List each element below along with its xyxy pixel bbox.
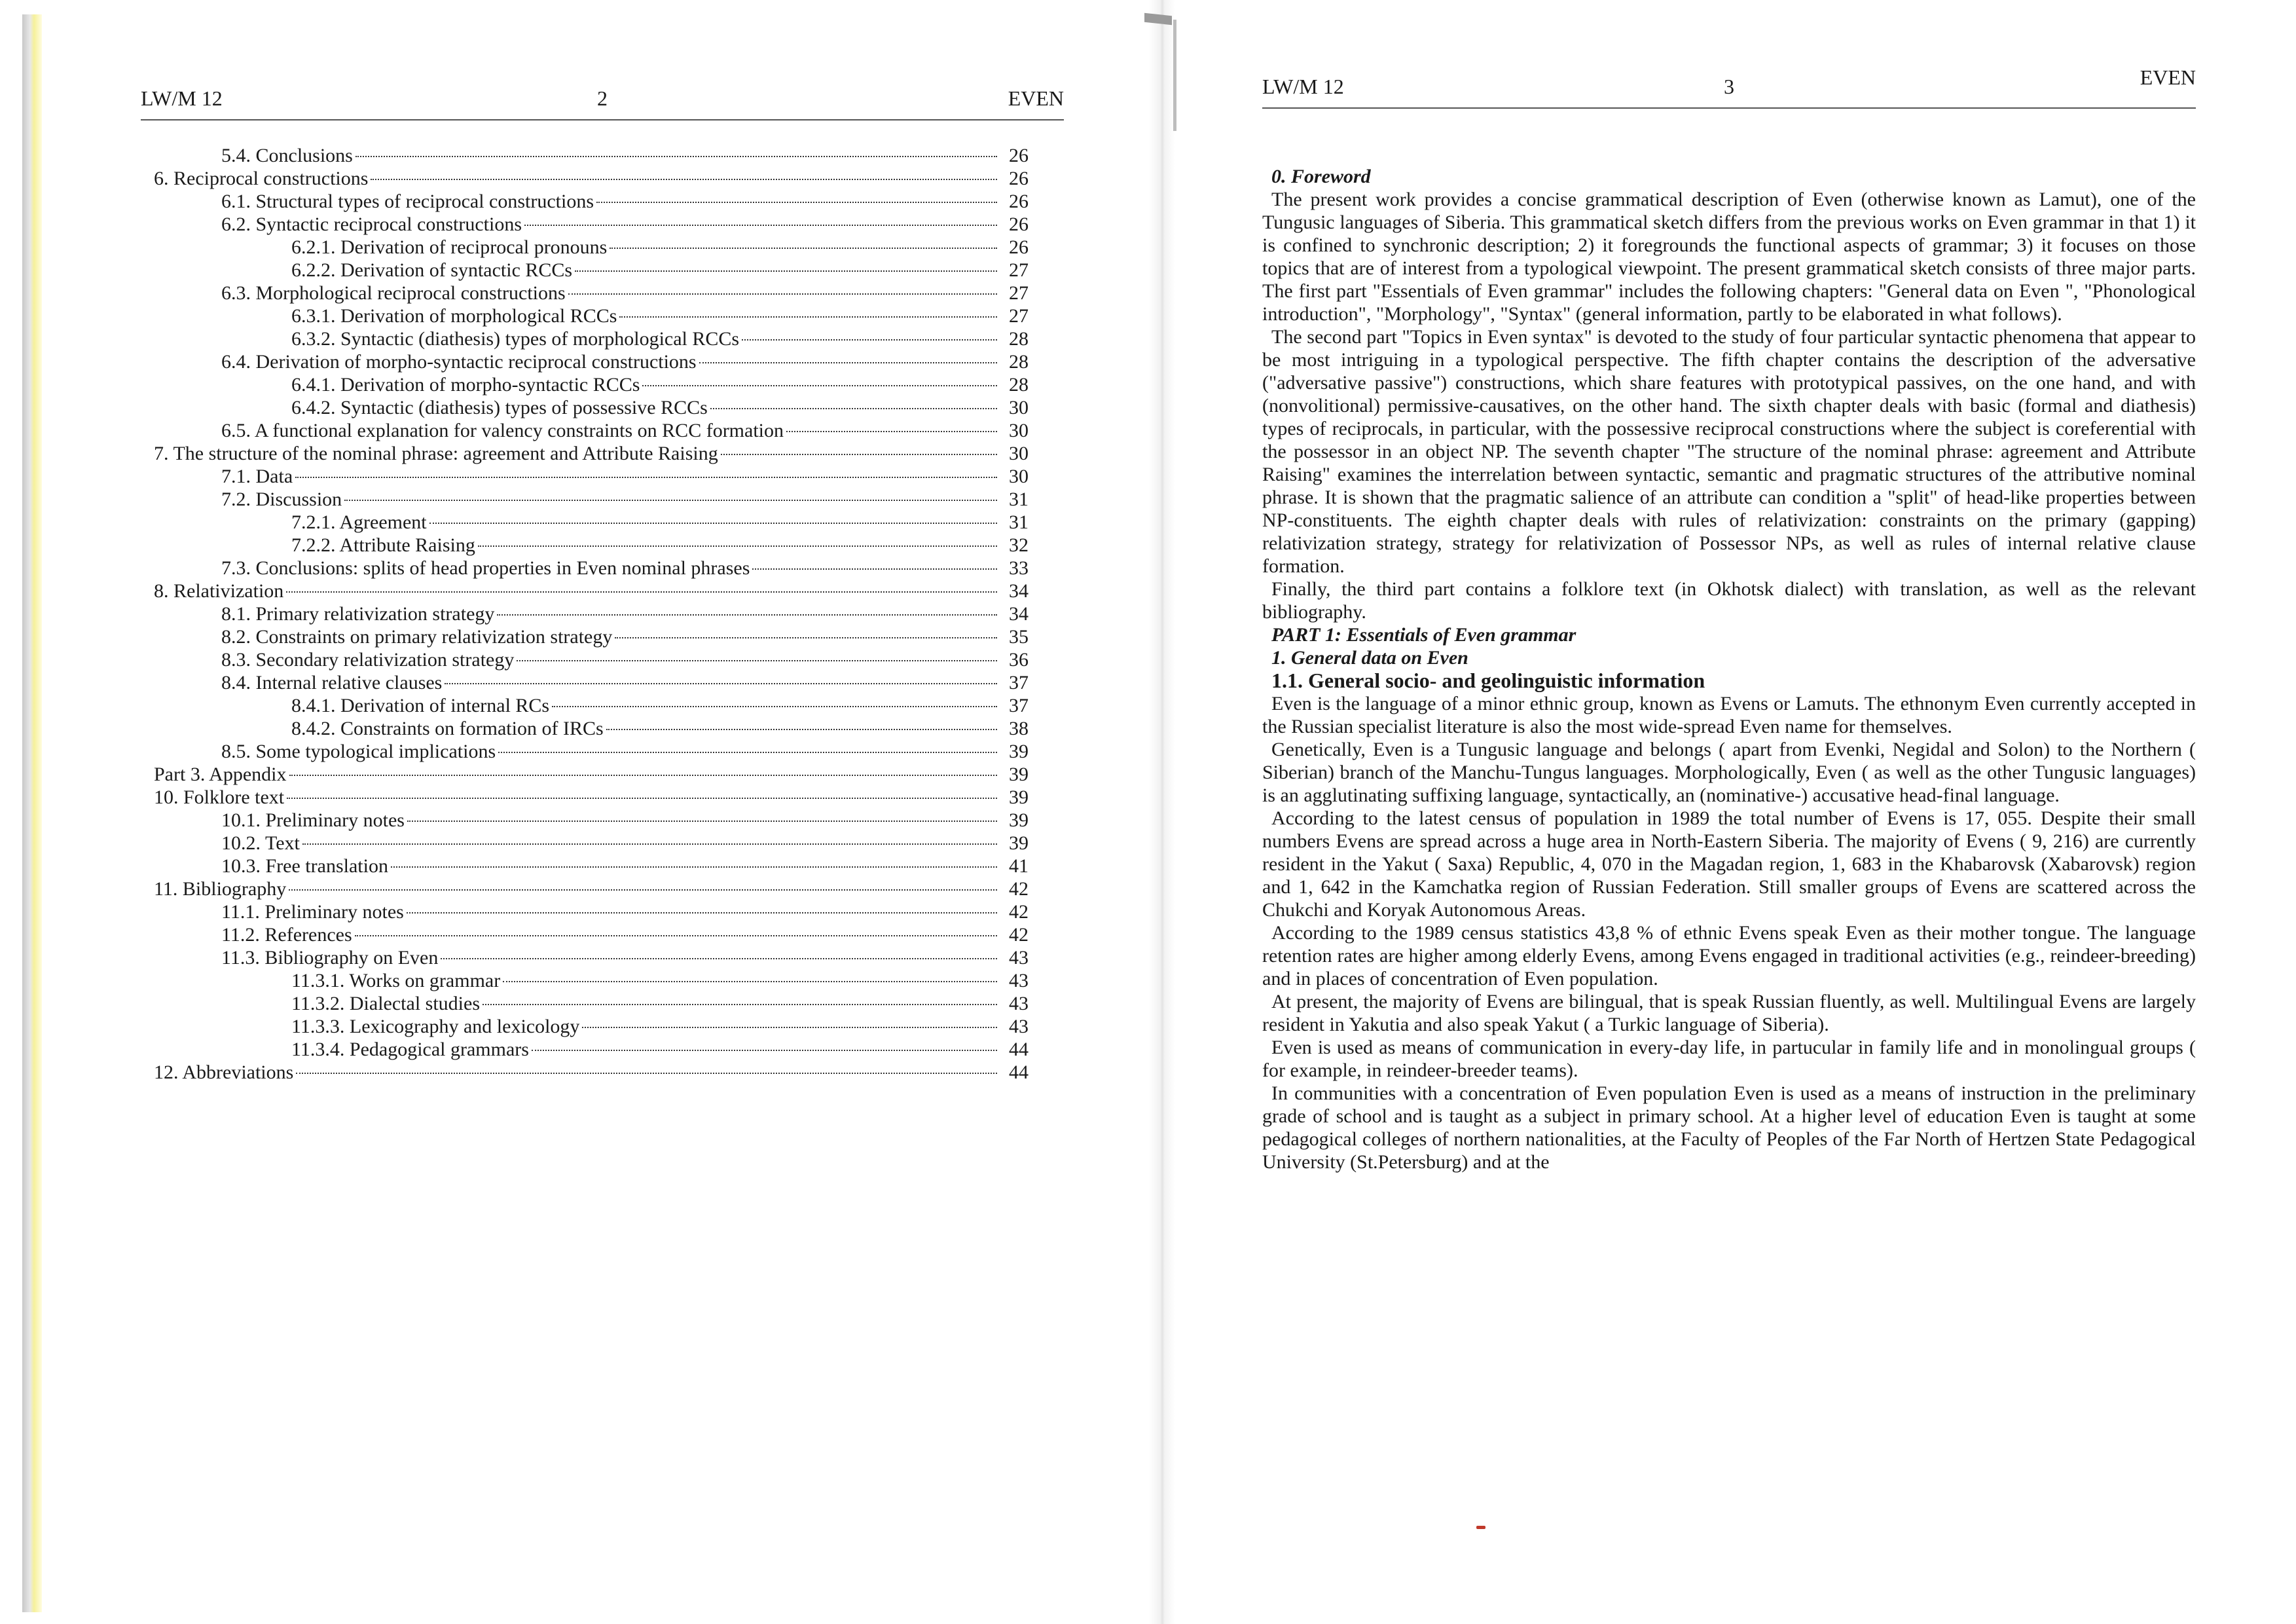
toc-leader-dots (721, 454, 997, 455)
toc-entry-page: 26 (1009, 236, 1029, 258)
toc-leader-dots (786, 431, 997, 432)
toc-entry-page: 43 (1009, 1016, 1029, 1037)
toc-leader-dots (407, 821, 997, 822)
toc-entry-page: 26 (1009, 168, 1029, 189)
toc-entry-label: 11.1. Preliminary notes (221, 901, 404, 923)
toc-entry (141, 809, 1064, 832)
part-heading: PART 1: Essentials of Even grammar (1271, 624, 1576, 646)
toc-entry-label: 8. Relativization (154, 580, 284, 602)
toc-entry-label: 6.1. Structural types of reciprocal constructions (221, 191, 594, 212)
toc-entry-label: 7. The structure of the nominal phrase: agreement and Attribute Raising (154, 443, 718, 464)
toc-entry (141, 694, 1064, 717)
toc-leader-dots (575, 270, 997, 272)
toc-entry-label: 12. Abbreviations (154, 1061, 294, 1083)
paragraph: The present work provides a concise grammatical description of Even (otherwise known as Lamut), one of the Tungusic languages of Siberia. This grammatical sketch differs from the previous works on Even grammar in that 1) it is confined to synchronic description; 2) it foregrounds the functional aspects of grammar; 3) it focuses on those topics that are of interest from a typological viewpoint. The present grammatical sketch consists of three major parts. The first part "Essentials of Even grammar" includes the following chapters: "General data on Even ", "Phonological introduction", "Morphology", "Syntax" (general information, partly to be elaborated in what follows). (1262, 189, 2196, 325)
paragraph: Even is the language of a minor ethnic group, known as Evens or Lamuts. The ethnonym Even currently accepted in the Russian specialist literature is also the most wide-spread Even name for themselves. (1262, 693, 2196, 737)
toc-leader-dots (302, 843, 997, 845)
toc-leader-dots (615, 637, 997, 638)
toc-entry-label: 6.2.2. Derivation of syntactic RCCs (291, 259, 573, 281)
section-heading: 1.1. General socio- and geolinguistic information (1271, 669, 1705, 692)
toc-entry-page: 28 (1009, 374, 1029, 396)
toc-entry-page: 26 (1009, 145, 1029, 166)
left-page-header (141, 77, 1064, 120)
toc-entry (141, 969, 1064, 992)
toc-leader-dots (619, 316, 997, 318)
toc-leader-dots (391, 866, 997, 868)
toc-entry-page: 42 (1009, 878, 1029, 900)
toc-entry (141, 259, 1064, 282)
page-number: 2 (597, 86, 608, 110)
paragraph: Even is used as means of communication in every-day life, in partucular in family life and in monolingual groups ( for example, in reindeer-breeder teams). (1262, 1037, 2196, 1081)
toc-entry-label: 8.1. Primary relativization strategy (221, 603, 495, 625)
toc-entry-label: 11.3.2. Dialectal studies (291, 993, 480, 1014)
toc-entry (141, 625, 1064, 648)
toc-leader-dots (355, 935, 997, 936)
toc-entry-label: 10.1. Preliminary notes (221, 809, 405, 831)
running-head-language: EVEN (1008, 86, 1064, 110)
toc-entry-page: 26 (1009, 191, 1029, 212)
toc-entry (141, 396, 1064, 419)
toc-entry-label: 7.3. Conclusions: splits of head properties in Even nominal phrases (221, 557, 750, 579)
toc-entry-label: 10.2. Text (221, 832, 300, 854)
toc-leader-dots (355, 156, 997, 157)
toc-entry-page: 43 (1009, 970, 1029, 991)
toc-entry-page: 36 (1009, 649, 1029, 671)
toc-entry-label: 11.3. Bibliography on Even (221, 947, 439, 969)
toc-entry (141, 992, 1064, 1015)
toc-entry-page: 41 (1009, 855, 1029, 877)
ink-spot (1476, 1526, 1485, 1529)
toc-entry-label: 8.4.1. Derivation of internal RCs (291, 695, 550, 716)
toc-entry-page: 34 (1009, 603, 1029, 625)
toc-entry (141, 304, 1064, 327)
toc-entry-label: 6.5. A functional explanation for valency constraints on RCC formation (221, 420, 784, 441)
toc-entry-page: 30 (1009, 397, 1029, 418)
toc-leader-dots (742, 339, 997, 341)
toc-entry-label: 5.4. Conclusions (221, 145, 353, 166)
toc-entry-label: 11.3.4. Pedagogical grammars (291, 1039, 529, 1060)
toc-leader-dots (483, 1004, 997, 1005)
toc-leader-dots (752, 568, 997, 570)
toc-entry-page: 31 (1009, 511, 1029, 533)
page-number: 3 (1724, 75, 1734, 98)
toc-entry-page: 39 (1009, 809, 1029, 831)
chapter-heading: 1. General data on Even (1271, 647, 1468, 669)
toc-entry (141, 923, 1064, 946)
toc-entry-page: 32 (1009, 534, 1029, 556)
toc-entry-page: 27 (1009, 305, 1029, 327)
toc-entry (141, 946, 1064, 969)
toc-leader-dots (478, 545, 997, 547)
toc-entry-label: 6.4. Derivation of morpho-syntactic reciprocal constructions (221, 351, 697, 373)
toc-entry-page: 33 (1009, 557, 1029, 579)
running-head-series: LW/M 12 (1262, 75, 1344, 98)
toc-entry-page: 28 (1009, 328, 1029, 350)
running-head-language: EVEN (2140, 65, 2196, 89)
toc-entry (141, 832, 1064, 855)
toc-entry-page: 44 (1009, 1061, 1029, 1083)
toc-entry-page: 42 (1009, 924, 1029, 946)
toc-leader-dots (286, 591, 997, 593)
toc-entry-label: 6.4.1. Derivation of morpho-syntactic RCCs (291, 374, 640, 396)
toc-entry-label: 6.2. Syntactic reciprocal constructions (221, 213, 522, 235)
toc-entry-page: 38 (1009, 718, 1029, 739)
toc-leader-dots (289, 889, 997, 891)
right-page (1262, 65, 2196, 1173)
toc-entry-page: 30 (1009, 466, 1029, 487)
toc-leader-dots (498, 752, 997, 753)
toc-entry-page: 31 (1009, 489, 1029, 510)
toc-leader-dots (552, 706, 997, 707)
book-gutter (1149, 0, 1175, 1624)
toc-entry-label: 11.3.3. Lexicography and lexicology (291, 1016, 580, 1037)
toc-entry (141, 602, 1064, 625)
toc-entry (141, 282, 1064, 304)
toc-entry (141, 442, 1064, 465)
toc-entry-label: 6.2.1. Derivation of reciprocal pronouns (291, 236, 608, 258)
toc-entry-page: 39 (1009, 764, 1029, 785)
toc-leader-dots (445, 683, 997, 684)
toc-leader-dots (296, 1073, 997, 1074)
toc-entry-page: 42 (1009, 901, 1029, 923)
toc-entry (141, 671, 1064, 694)
toc-entry-page: 37 (1009, 672, 1029, 693)
toc-entry-page: 30 (1009, 420, 1029, 441)
toc-entry (141, 1038, 1064, 1061)
paragraph: According to the 1989 census statistics 43,8 % of ethnic Evens speak Even as their mother tongue. The language retention rates are higher among elderly Evens, among Evens engaged in traditional activities (e.g., reindeer-breeding) and in places of concentration of Even population. (1262, 922, 2196, 989)
toc-entry-label: 7.1. Data (221, 466, 293, 487)
toc-entry (141, 465, 1064, 488)
toc-entry-label: Part 3. Appendix (154, 764, 287, 785)
toc-entry-page: 26 (1009, 213, 1029, 235)
toc-entry (141, 488, 1064, 511)
toc-leader-dots (532, 1050, 997, 1051)
toc-entry-label: 6.4.2. Syntactic (diathesis) types of possessive RCCs (291, 397, 708, 418)
toc-leader-dots (289, 775, 998, 776)
paragraph: At present, the majority of Evens are bilingual, that is speak Russian fluently, as well. Multilingual Evens are largely resident in Yakutia and also speak Yakut ( a Turkic language of Siberia). (1262, 991, 2196, 1035)
toc-entry (141, 419, 1064, 442)
toc-entry (141, 534, 1064, 557)
toc-leader-dots (610, 248, 997, 249)
toc-entry-page: 28 (1009, 351, 1029, 373)
paragraph: According to the latest census of population in 1989 the total number of Evens is 17, 055. Despite their small numbers Evens are spread across a huge area in North-Eastern Siberia. The majority of Evens ( 9, 216) are currently resident in the Yakut ( Saxa) Republic, 4, 070 in the Magadan region, 1, 683 in the Khabarovsk (Xabarovsk) region and 1, 642 in the Kamchatka region of Russian Federation. Still smaller groups of Evens are scattered across the Chukchi and Koryak Autonomous Areas. (1262, 807, 2196, 921)
toc-leader-dots (497, 614, 997, 616)
toc-leader-dots (642, 385, 997, 386)
toc-entry-label: 6.3.1. Derivation of morphological RCCs (291, 305, 617, 327)
toc-leader-dots (582, 1027, 997, 1028)
paragraph: Genetically, Even is a Tungusic language and belongs ( apart from Evenki, Negidal and Solon) to the Northern ( Siberian) branch of the Manchu-Tungus languages. Morphologically, Even ( as well as the other Tungusic languages) is an agglutinating suffixing language, syntactically, an (nominative-) accusative head-final language. (1262, 739, 2196, 806)
toc-entry-label: 10.3. Free translation (221, 855, 388, 877)
toc-entry-label: 6.3. Morphological reciprocal constructions (221, 282, 566, 304)
toc-entry (141, 350, 1064, 373)
toc-leader-dots (429, 523, 997, 524)
table-of-contents (141, 144, 1064, 1084)
toc-leader-dots (596, 202, 997, 203)
toc-leader-dots (441, 958, 997, 959)
toc-leader-dots (503, 981, 997, 982)
toc-entry-page: 43 (1009, 947, 1029, 969)
toc-entry (141, 740, 1064, 763)
toc-entry-page: 43 (1009, 993, 1029, 1014)
toc-entry-label: 11. Bibliography (154, 878, 287, 900)
toc-entry (141, 877, 1064, 900)
paragraph: Finally, the third part contains a folklore text (in Okhotsk dialect) with translation, as well as the relevant bibliography. (1262, 578, 2196, 623)
toc-leader-dots (606, 729, 997, 730)
toc-entry-label: 6. Reciprocal constructions (154, 168, 369, 189)
toc-entry-label: 10. Folklore text (154, 786, 285, 808)
toc-entry (141, 236, 1064, 259)
toc-entry-page: 35 (1009, 626, 1029, 648)
toc-entry (141, 786, 1064, 809)
toc-leader-dots (710, 408, 997, 409)
toc-entry-page: 34 (1009, 580, 1029, 602)
toc-entry (141, 144, 1064, 167)
toc-entry (141, 648, 1064, 671)
toc-entry-label: 6.3.2. Syntactic (diathesis) types of morphological RCCs (291, 328, 740, 350)
toc-entry-page: 44 (1009, 1039, 1029, 1060)
toc-entry-page: 39 (1009, 741, 1029, 762)
toc-entry (141, 900, 1064, 923)
toc-leader-dots (517, 660, 997, 661)
left-page (141, 77, 1064, 1084)
toc-leader-dots (344, 500, 997, 501)
toc-entry (141, 717, 1064, 740)
toc-leader-dots (699, 362, 997, 363)
toc-leader-dots (568, 293, 997, 295)
toc-entry-label: 8.3. Secondary relativization strategy (221, 649, 515, 671)
toc-entry (141, 1015, 1064, 1038)
toc-leader-dots (295, 477, 997, 478)
paragraph: The second part "Topics in Even syntax" is devoted to the study of four particular syntactic phenomena that appear to be most intriguing in a typological perspective. The fifth chapter contains the description of the adversative ("adversative passive") constructions, which share features with prototypical passives, on the one hand, and with (nonvolitional) permissive-causatives, on the other hand. The sixth chapter deals with basic (formal and diathesis) types of reciprocals, in particular, with the possessive reciprocal constructions where the subject is coreferential with the possessor in an object NP. The seventh chapter "The structure of the nominal phrase: agreement and Attribute Raising" examines the interrelation between syntactic, semantic and pragmatic structures of the attributive nominal phrase. It is shown that the pragmatic salience of an attribute can condition a "split" of head-like properties between NP-constituents. The eighth chapter deals with rules of relativization: constraints on the primary (gapping) relativization strategy, strategy for relativization of Possessor NPs, as well as rules of internal relative clause formation. (1262, 326, 2196, 577)
toc-entry-label: 8.4. Internal relative clauses (221, 672, 443, 693)
toc-entry-label: 11.2. References (221, 924, 352, 946)
page-edge-shadow (22, 14, 42, 1612)
toc-entry (141, 373, 1064, 396)
toc-entry (141, 213, 1064, 236)
toc-entry (141, 1061, 1064, 1084)
toc-leader-dots (287, 798, 997, 799)
toc-entry-label: 11.3.1. Works on grammar (291, 970, 501, 991)
toc-entry-label: 8.5. Some typological implications (221, 741, 496, 762)
toc-entry-label: 7.2.2. Attribute Raising (291, 534, 475, 556)
page-body (1262, 165, 2196, 1173)
toc-entry-page: 27 (1009, 282, 1029, 304)
toc-leader-dots (407, 912, 997, 913)
toc-entry (141, 167, 1064, 190)
gutter-fold (1173, 20, 1176, 131)
toc-entry (141, 855, 1064, 877)
toc-entry (141, 557, 1064, 580)
paragraph: In communities with a concentration of Even population Even is used as a means of instruction in the preliminary grade of school and is taught as a subject in primary school. At a higher level of education Even is taught at some pedagogical colleges of northern nationalities, at the Faculty of Peoples of the Far North of Hertzen State Pedagogical University (St.Petersburg) and at the (1262, 1082, 2196, 1173)
toc-entry-page: 27 (1009, 259, 1029, 281)
right-page-header (1262, 65, 2196, 109)
toc-entry-label: 8.4.2. Constraints on formation of IRCs (291, 718, 604, 739)
toc-entry (141, 190, 1064, 213)
toc-leader-dots (371, 179, 997, 180)
toc-entry-label: 8.2. Constraints on primary relativization strategy (221, 626, 613, 648)
foreword-heading: 0. Foreword (1271, 166, 1371, 187)
toc-entry-page: 39 (1009, 786, 1029, 808)
toc-entry-page: 30 (1009, 443, 1029, 464)
toc-entry-page: 37 (1009, 695, 1029, 716)
running-head-series: LW/M 12 (141, 86, 223, 110)
toc-entry-label: 7.2.1. Agreement (291, 511, 427, 533)
toc-entry-page: 39 (1009, 832, 1029, 854)
toc-entry (141, 511, 1064, 534)
toc-entry-label: 7.2. Discussion (221, 489, 342, 510)
toc-leader-dots (524, 225, 997, 226)
toc-entry (141, 763, 1064, 786)
toc-entry (141, 327, 1064, 350)
toc-entry (141, 580, 1064, 602)
